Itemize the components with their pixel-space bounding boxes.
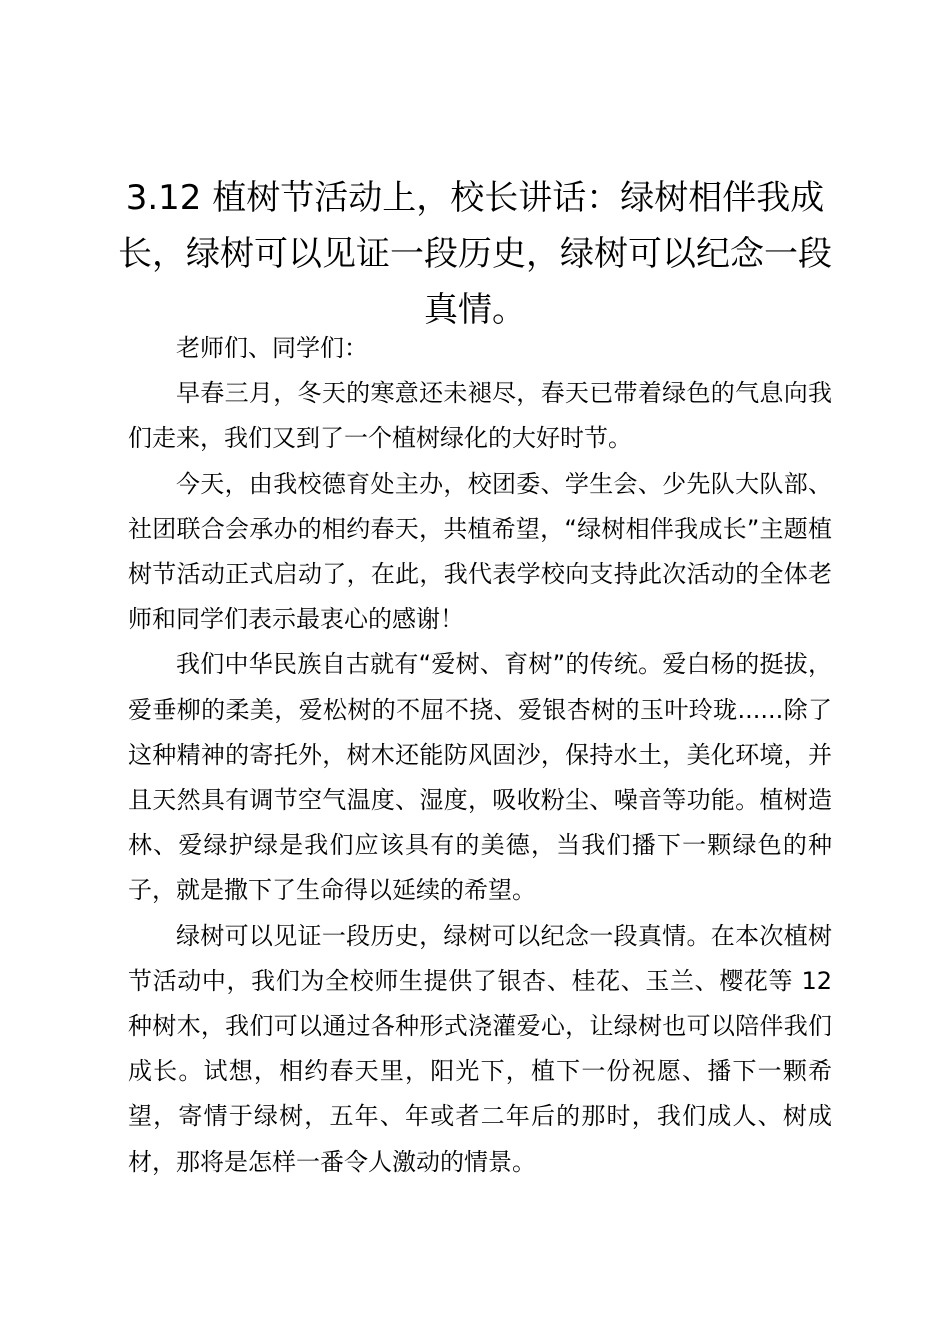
document-body [128, 326, 832, 1185]
paragraph-trees-witness: 绿树可以见证一段历史，绿树可以纪念一段真情。在本次植树节活动中，我们为全校师生提供了银杏、桂花、玉兰、樱花等 12 种树木，我们可以通过各种形式浇灌爱心，让绿树也可以陪伴我们成长。试想，相约春天里，阳光下，植下一份祝愿、播下一颗希望，寄情于绿树，五年、年或者二年后的那时，我们成人、树成材，那将是怎样一番令人激动的情景。 [128, 921, 832, 1176]
paragraph-tradition: 我们中华民族自古就有“爱树、育树”的传统。爱白杨的挺拔，爱垂柳的柔美，爱松树的不屈不挠、爱银杏树的玉叶玲珑......除了这种精神的寄托外，树木还能防风固沙，保持水土，美化环境，并且天然具有调节空气温度、湿度，吸收粉尘、噪音等功能。植树造林、爱绿护绿是我们应该具有的美德，当我们播下一颗绿色的种子，就是撒下了生命得以延续的希望。 [128, 650, 832, 905]
paragraph-spring: 早春三月，冬天的寒意还未褪尽，春天已带着绿色的气息向我们走来，我们又到了一个植树绿化的大好时节。 [128, 379, 832, 453]
paragraph-event-launch: 今天，由我校德育处主办，校团委、学生会、少先队大队部、社团联合会承办的相约春天，共植希望，“绿树相伴我成长”主题植树节活动正式启动了，在此，我代表学校向支持此次活动的全体老师和同学们表示最衷心的感谢！ [128, 469, 832, 634]
paragraph-greeting: 老师们、同学们： [176, 334, 368, 362]
document-title: 3.12 植树节活动上，校长讲话：绿树相伴我成长，绿树可以见证一段历史，绿树可以纪念一段真情。 [118, 178, 832, 330]
